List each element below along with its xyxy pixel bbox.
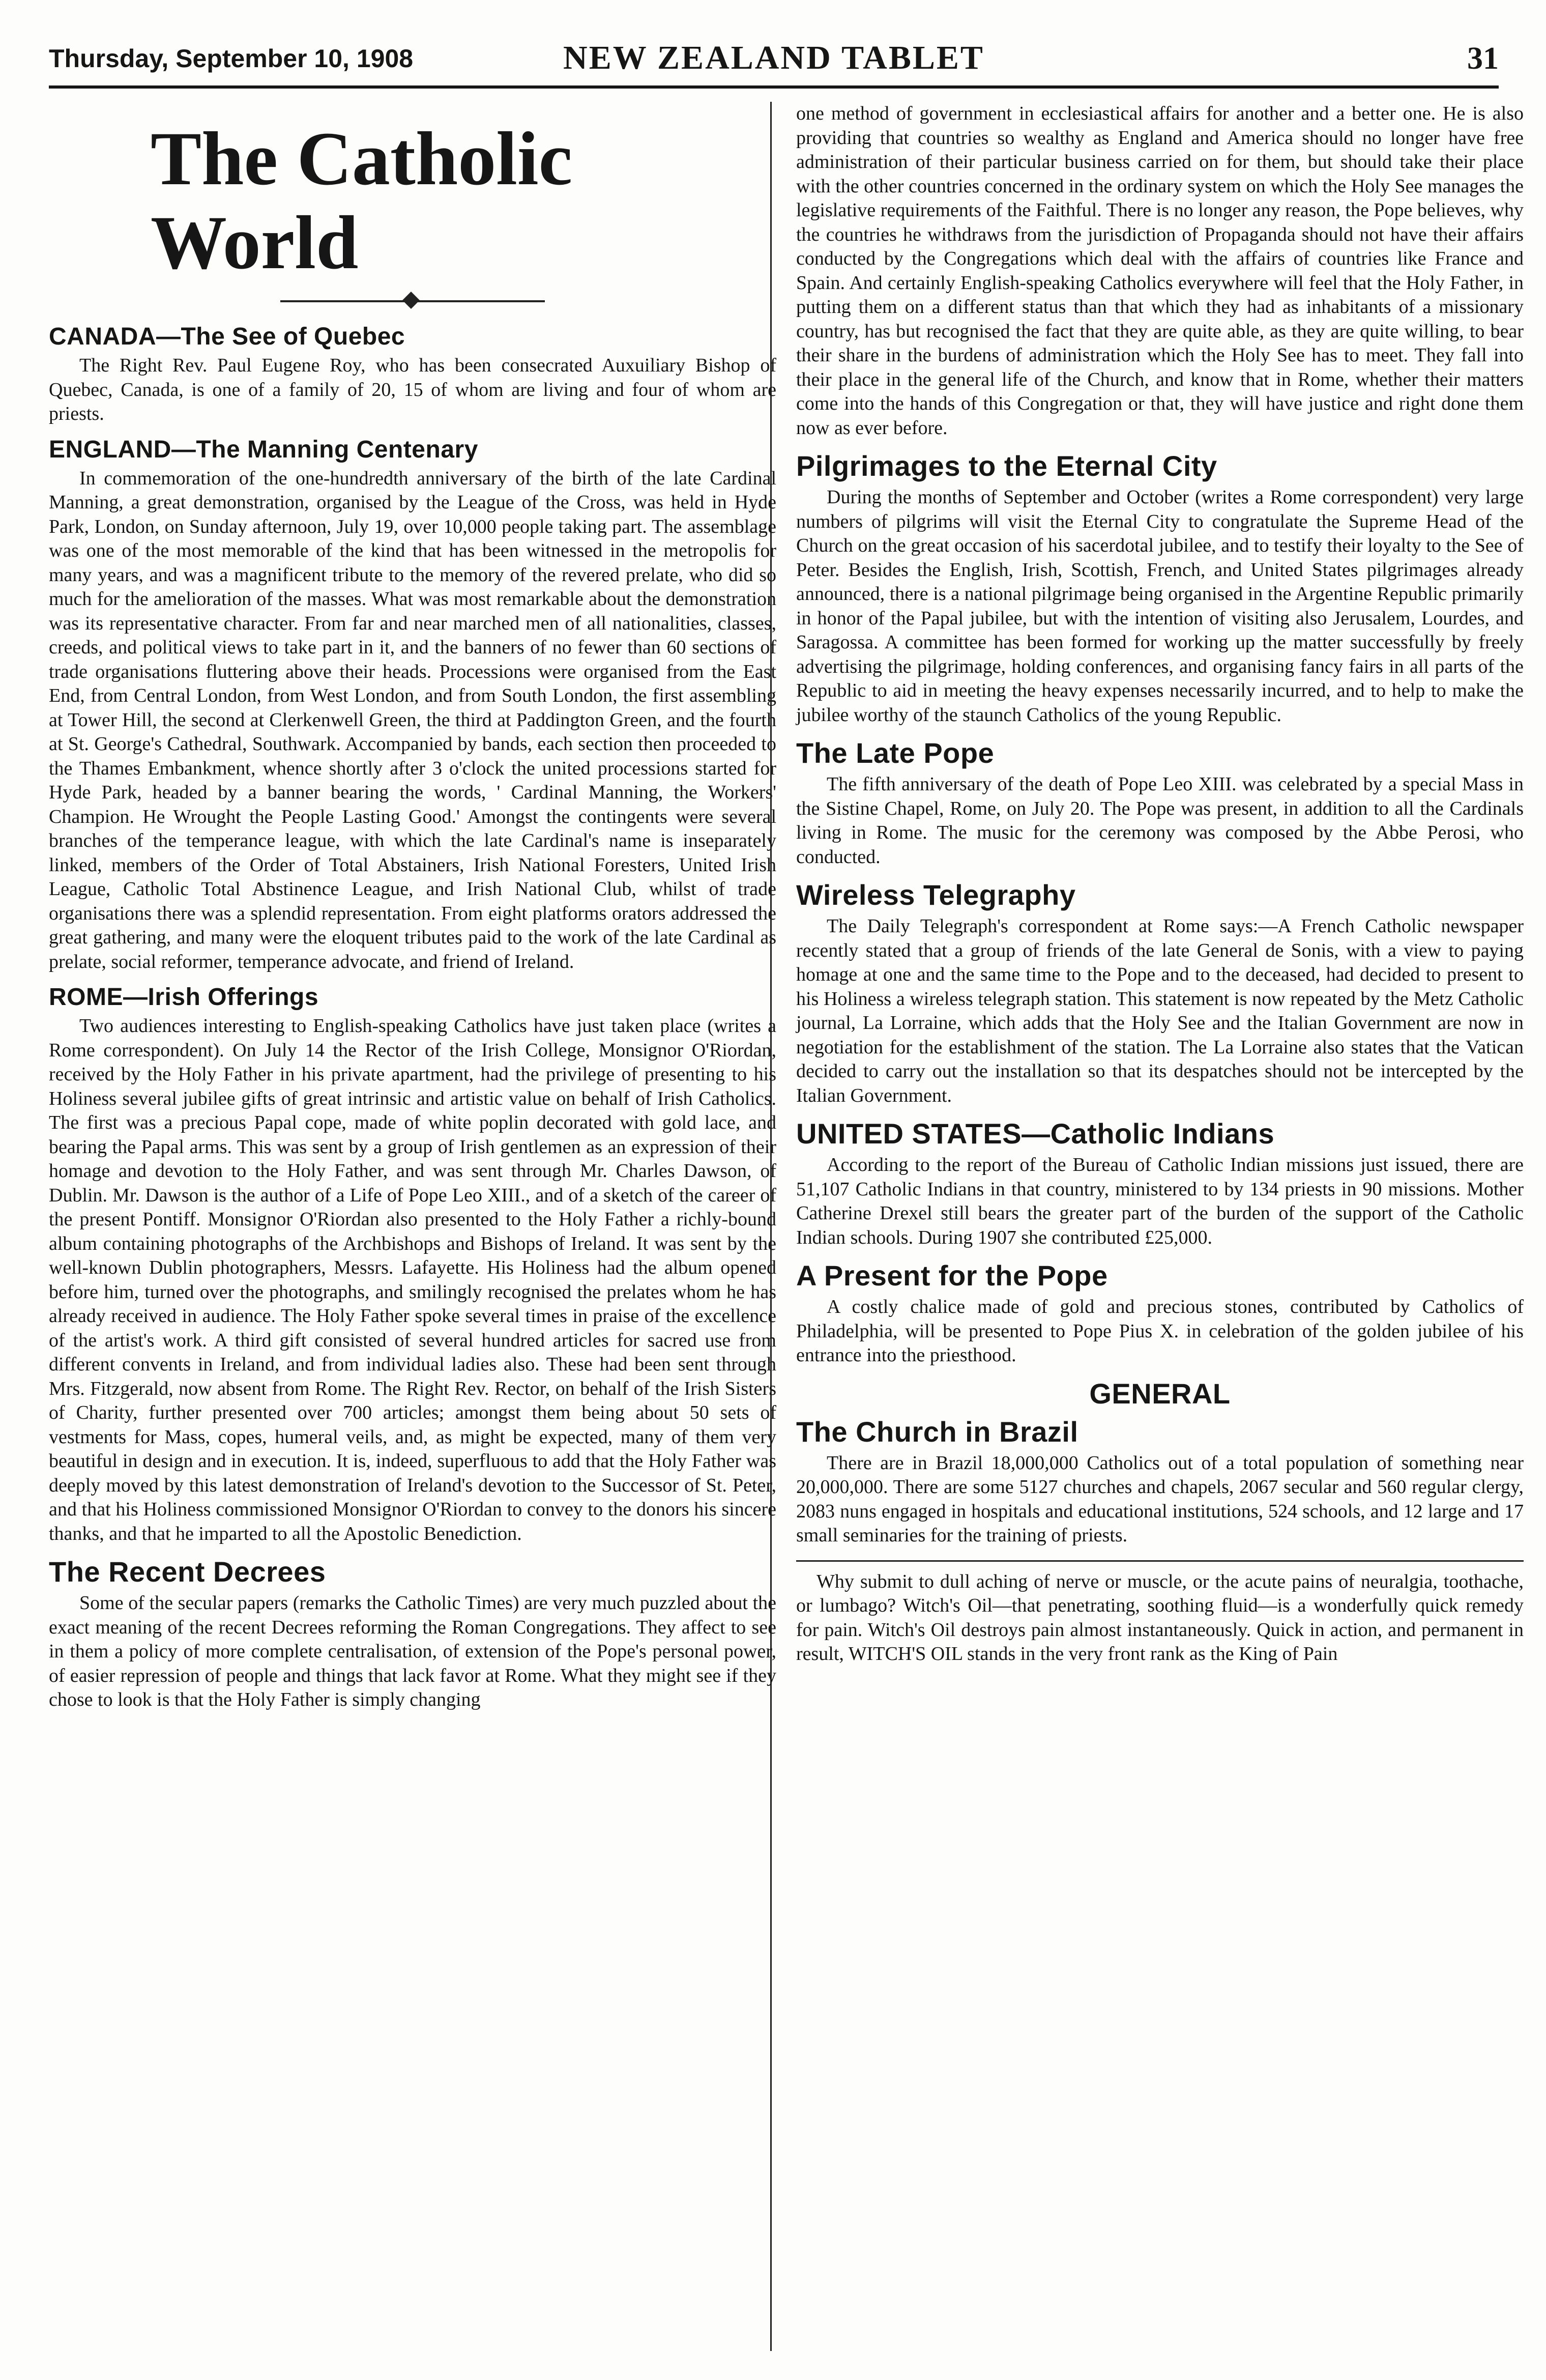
issue-date: Thursday, September 10, 1908 (49, 44, 414, 73)
article-decrees-continued (796, 102, 1524, 440)
article-heading: The Late Pope (796, 737, 995, 769)
article-heading: The Church in Brazil (796, 1415, 1078, 1448)
title-ornament (280, 300, 545, 302)
article-body: Some of the secular papers (remarks the Catholic Times) are very much puzzled about the exact meaning of the recent Decrees reforming the Roman Congregations. They affect to see in them a policy of more complete centralisation, of extension of the Pope's personal power, of easier repression of people and things that lack favor at Rome. What they might see if they chose to look is that the Holy Father is simply changing (49, 1592, 776, 1710)
page-header (49, 30, 1499, 89)
article-body: There are in Brazil 18,000,000 Catholics out of a total population of something near 20,000,000. There are some 5127 churches and chapels, 2067 secular and 560 regular clergy, 2083 nuns engaged in hospitals and educational institutions, 524 schools, and 12 large and 17 small seminaries for the training of priests. (796, 1452, 1524, 1546)
right-column (796, 102, 1524, 1667)
article-heading: ENGLAND—The Manning Centenary (49, 436, 478, 463)
general-heading: GENERAL (1089, 1377, 1231, 1410)
article-heading: A Present for the Pope (796, 1259, 1108, 1292)
article-pilgrimages (796, 449, 1524, 727)
article-heading: Wireless Telegraphy (796, 879, 1076, 911)
article-body: one method of government in ecclesiastical affairs for another and a better one. He is also providing that countries so wealthy as England and America should no longer have free administration of their particular business carried on for them, but should take their place with the other countries concerned in the ordinary system on which the Holy See manages the legislative requirements of the Faithful. There is no longer any reason, the Pope believes, why the countries he withdraws from the jurisdiction of Propaganda should not have their affairs conducted by the Congregations which deal with the affairs of countries like France and Spain. And certainly English-speaking Catholics everywhere will feel that the Holy Father, in putting them on a different status than that which they had as inhabitants of a missionary country, has but recognised the fact that they are quite able, as they are quite willing, to bear their share in the burdens of administration which the Holy See has to meet. They fall into their place in the general life of the Church, and know that in Rome, whether their matters come into the hands of this Congregation or that, they will have justice and right done them now as ever before. (796, 103, 1524, 439)
article-body: Two audiences interesting to English-speaking Catholics have just taken place (writes a Rome correspondent). On July 14 the Rector of the Irish College, Monsignor O'Riordan, received by the Holy Father in his private apartment, had the privilege of presenting to his Holiness several jubilee gifts of great intrinsic and artistic value on behalf of Irish Catholics. The first was a precious Papal cope, made of white poplin decorated with gold lace, and bearing the Papal arms. This was sent by a group of Irish gentlemen as an expression of their homage and devotion to the Holy Father, and was sent through Mr. Charles Dawson, of Dublin. Mr. Dawson is the author of a Life of Pope Leo XIII., and of a sketch of the career of the present Pontiff. Monsignor O'Riordan also presented to the Holy Father a richly-bound album containing photographs of the Archbishops and Bishops of Ireland. It was sent by the well-known Dublin photographers, Messrs. Lafayette. His Holiness had the album opened before him, turned over the photographs, and smilingly recognised the prelates whom he has already received in audience. The Holy Father spoke several times in praise of the excellence of the artist's work. A third gift consisted of several hundred articles for sacred use from different convents in Ireland, and from individual ladies also. These had been sent through Mrs. Fitzgerald, now absent from Rome. The Right Rev. Rector, on behalf of the Irish Sisters of Charity, further presented over 700 articles; amongst them being about 50 sets of vestments for Mass, copes, humeral veils, and, as might be expected, many of them very beautiful in design and in execution. It is, indeed, superfluous to add that the Holy Father was deeply moved by this latest demonstration of Ireland's devotion to the Successor of St. Peter, and that his Holiness commissioned Monsignor O'Riordan to convey to the donors his sincere thanks, and that he imparted to all the Apostolic Benediction. (49, 1015, 776, 1544)
article-body: According to the report of the Bureau of Catholic Indian missions just issued, there are 51,107 Catholic Indians in that country, ministered to by 134 priests in 90 missions. Mother Catherine Drexel still bears the greater part of the burden of the support of the Catholic Indian schools. During 1907 she contributed £25,000. (796, 1154, 1524, 1248)
article-rome (49, 983, 776, 1546)
article-catholic-indians (796, 1117, 1524, 1250)
article-recent-decrees (49, 1555, 776, 1712)
article-wireless (796, 878, 1524, 1108)
article-body: The Daily Telegraph's correspondent at Rome says:—A French Catholic newspaper recently stated that a group of friends of the late General de Sonis, with a view to paying homage at one and the same time to the Pope and to the deceased, had decided to present to his Holiness a wireless telegraph station. This statement is now repeated by the Metz Catholic journal, La Lorraine, which adds that the Holy See and the Italian Government are now in negotiation for the establishment of the station. The La Lorraine also states that the Vatican decided to carry out the installation so that its despatches should not be intercepted by the Italian Government. (796, 915, 1524, 1106)
article-heading: Pilgrimages to the Eternal City (796, 450, 1217, 482)
left-column (49, 102, 776, 1722)
masthead: NEW ZEALAND TABLET (563, 39, 984, 76)
article-brazil (796, 1415, 1524, 1548)
article-heading: The Recent Decrees (49, 1556, 326, 1588)
article-body: During the months of September and October (writes a Rome correspondent) very large numbers of pilgrims will visit the Eternal City to congratulate the Supreme Head of the Church on the great occasion of his sacerdotal jubilee, and to testify their loyalty to the See of Peter. Besides the English, Irish, Scottish, French, and United States pilgrimages already announced, there is a national pilgrimage being organised in the Argentine Republic primarily in honor of the Papal jubilee, but with the intention of visiting also Jerusalem, Lourdes, and Saragossa. A committee has been formed for working up the matter successfully by freely advertising the pilgrimage, holding conferences, and organising fancy fairs in all parts of the Republic to aid in meeting the heavy expenses necessarily incurred, and to help to make the jubilee worthy of the staunch Catholics of the young Republic. (796, 486, 1524, 726)
advertisement-rule (796, 1560, 1524, 1562)
page-number: 31 (1467, 41, 1499, 76)
section-title: The Catholic World (151, 117, 573, 285)
article-england (49, 436, 776, 974)
article-present-for-pope (796, 1259, 1524, 1368)
witchs-oil-advertisement: Why submit to dull aching of nerve or muscle, or the acute pains of neuralgia, toothache, or lumbago? Witch's Oil—that penetrating, soothing fluid—is a wonderfully quick remedy for pain. Witch's Oil destroys pain almost instantaneously. Quick in action, and permanent in result, WITCH'S OIL stands in the very front rank as the King of Pain (796, 1570, 1524, 1665)
article-body: A costly chalice made of gold and precious stones, contributed by Catholics of Philadelphia, will be presented to Pope Pius X. in celebration of the golden jubilee of his entrance into the priesthood. (796, 1296, 1524, 1366)
article-heading: UNITED STATES—Catholic Indians (796, 1117, 1275, 1150)
article-body: The fifth anniversary of the death of Pope Leo XIII. was celebrated by a special Mass in the Sistine Chapel, Rome, on July 20. The Pope was present, in addition to all the Cardinals living in Rome. The music for the ceremony was composed by the Abbe Perosi, who conducted. (796, 773, 1524, 868)
article-heading: CANADA—The See of Quebec (49, 323, 405, 350)
article-heading: ROME—Irish Offerings (49, 984, 319, 1011)
article-late-pope (796, 736, 1524, 869)
article-body: In commemoration of the one-hundredth anniversary of the birth of the late Cardinal Manning, a great demonstration, organised by the League of the Cross, was held in Hyde Park, London, on Sunday afternoon, July 19, over 10,000 people taking part. The assemblage was one of the most memorable of the kind that has been witnessed in the metropolis for many years, and was a magnificent tribute to the memory of the revered prelate, who did so much for the amelioration of the masses. What was most remarkable about the demonstration was its representative character. From far and near marched men of all nationalities, classes, creeds, and political views to take part in it, and the banners of no fewer than 60 sections of trade organisations fluttering above their heads. Processions were organised from the East End, from Central London, from West London, and from South London, the first assembling at Tower Hill, the second at Clerkenwell Green, the third at Paddington Green, and the fourth at St. George's Cathedral, Southwark. Accompanied by bands, each section then proceeded to the Thames Embankment, whence shortly after 3 o'clock the united processions started for Hyde Park, headed by a banner bearing the words, ' Cardinal Manning, the Workers' Champion. He Wrought the People Lasting Good.' Amongst the contingents were several branches of the temperance league, with which the late Cardinal's name is inseparately linked, members of the Order of Total Abstainers, Irish National Foresters, United Irish League, Catholic Total Abstinence League, and Irish National Club, whilst of trade organisations there was a splendid representation. From eight platforms orators addressed the great gathering, and many were the eloquent tributes paid to the work of the late Cardinal as prelate, social reformer, temperance advocate, and friend of Ireland. (49, 467, 776, 972)
article-body: The Right Rev. Paul Eugene Roy, who has been consecrated Auxuiliary Bishop of Quebec, Canada, is one of a family of 20, 15 of whom are living and four of whom are priests. (49, 355, 776, 424)
article-canada (49, 323, 776, 426)
